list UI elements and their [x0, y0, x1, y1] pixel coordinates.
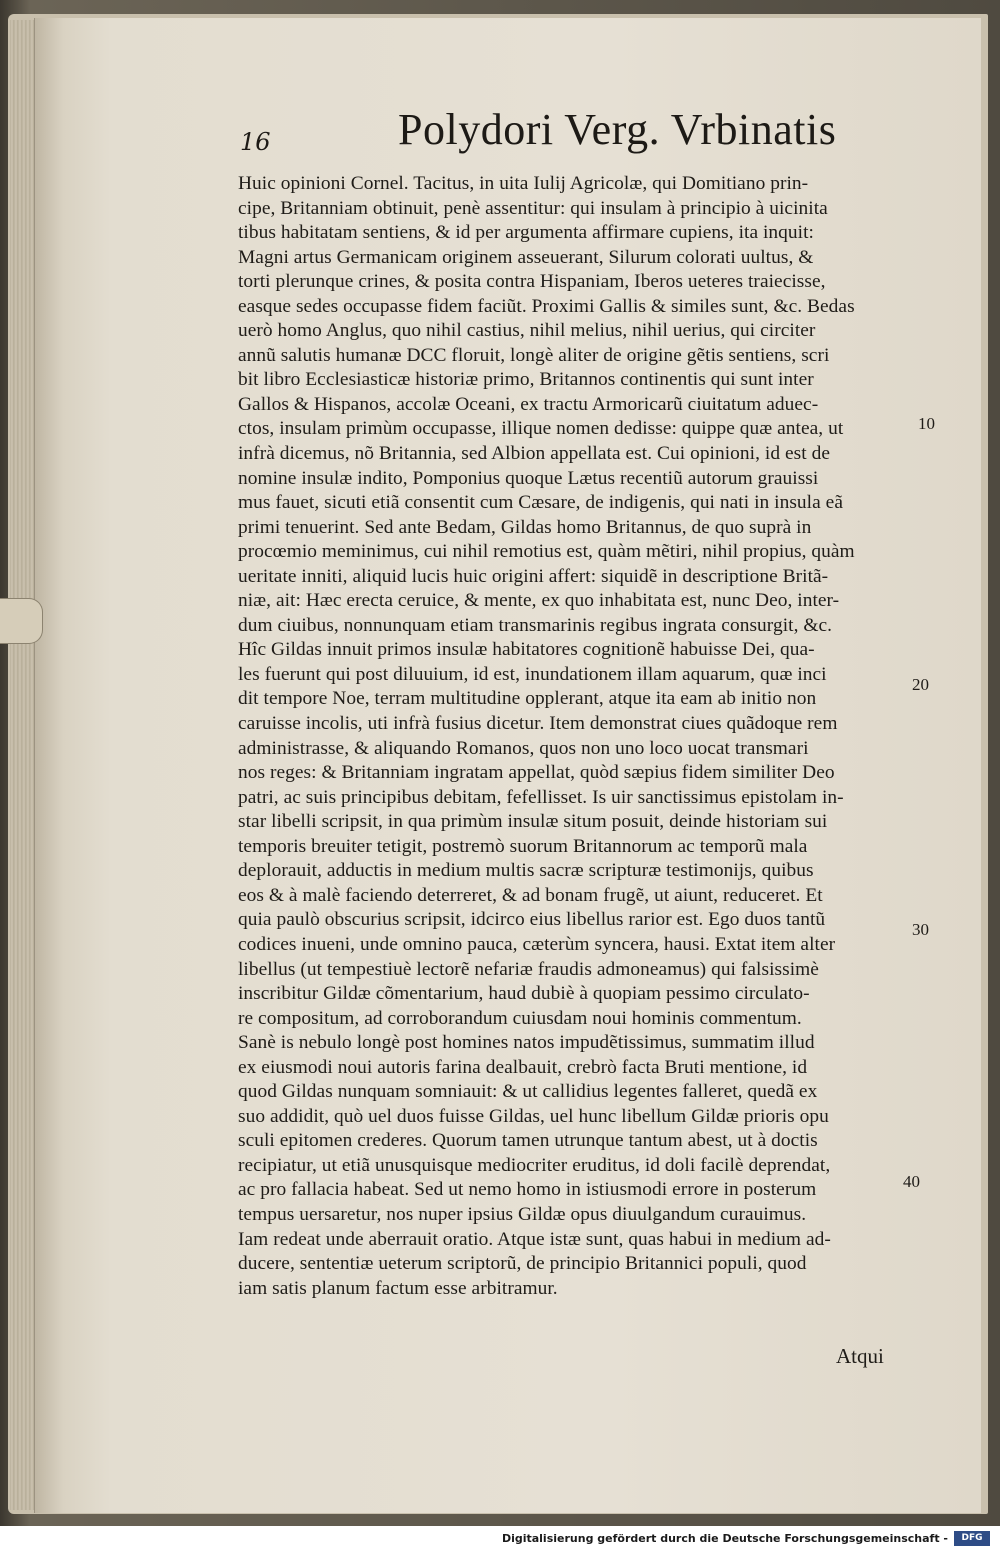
text-line: ducere, sententiæ ueterum scriptorũ, de principio Britannici populi, quod — [238, 1253, 807, 1275]
margin-line-number: 20 — [912, 675, 929, 694]
text-line: patri, ac suis principibus debitam, fefellisset. Is uir sanctissimus epistolam in- — [238, 786, 844, 808]
text-line: inscribitur Gildæ cõmentarium, haud dubiè à quopiam pessimo circulato- — [238, 983, 810, 1005]
text-line: easque sedes occupasse fidem faciũt. Proximi Gallis & similes sunt, &c. Bedas — [238, 295, 855, 317]
text-line: Iam redeat unde aberrauit oratio. Atque istæ sunt, quas habui in medium ad- — [238, 1228, 831, 1250]
running-title: Polydori Verg. Vrbinatis — [398, 105, 837, 154]
text-line: nos reges: & Britanniam ingratam appellat, quòd sæpius fidem similiter Deo — [238, 762, 835, 784]
page-number: 16 — [240, 128, 271, 156]
text-line: ex eiusmodi noui autoris farina dealbauit, crebrò facta Bruti mentione, id — [238, 1056, 808, 1078]
margin-line-number: 40 — [903, 1172, 920, 1191]
text-line: procœmio meminimus, cui nihil remotius est, quàm mẽtiri, nihil propius, quàm — [238, 541, 855, 563]
text-line: eos & à malè faciendo deterreret, & ad bonam frugẽ, ut aiunt, reduceret. Et — [238, 884, 823, 906]
text-line: quia paulò obscurius scripsit, idcirco eius libellus rarior est. Ego duos tantũ — [238, 909, 826, 931]
text-line: les fuerunt qui post diluuium, id est, inundationem illam aquarum, quæ inci — [238, 663, 827, 685]
text-line: uerò homo Anglus, quo nihil castius, nihil melius, nihil uerius, qui circiter — [238, 320, 816, 342]
text-line: tibus habitatam sentiens, & id per argumenta affirmare cupiens, ita inquit: — [238, 222, 814, 244]
text-line: star libelli scripsit, in qua primùm insulæ situm posuit, deinde historiam sui — [238, 811, 828, 833]
body-text — [238, 172, 918, 1301]
text-line: codices inueni, unde omnino pauca, cæterùm syncera, hausi. Extat item alter — [238, 933, 836, 955]
text-line: suo addidit, quò uel duos fuisse Gildas, uel hunc libellum Gildæ prioris opu — [238, 1105, 829, 1127]
dfg-logo: DFG — [954, 1531, 990, 1546]
text-line: quod Gildas nunquam somniauit: & ut callidius legentes falleret, quedã ex — [238, 1081, 818, 1103]
text-line: ueritate inniti, aliquid lucis huic origini affert: siquidẽ in descriptione Britã- — [238, 565, 829, 587]
text-line: infrà dicemus, nõ Britannia, sed Albion appellata est. Cui opinioni, id est de — [238, 443, 830, 465]
text-line: ctos, insulam primùm occupasse, illique nomen dedisse: quippe quæ antea, ut — [238, 418, 844, 440]
footer-bar — [0, 1526, 1000, 1551]
text-line: libellus (ut tempestiuè lectorẽ nefariæ fraudis admoneamus) qui falsissimè — [238, 958, 819, 980]
text-line: Magni artus Germanicam originem asseuerant, Silurum colorati uultus, & — [238, 246, 814, 268]
text-line: recipiatur, ut etiã unusquisque mediocriter eruditus, id doli facilè deprendat, — [238, 1154, 831, 1176]
text-line: mus fauet, sicuti etiã consentit cum Cæsare, de indigenis, qui nati in insula eã — [238, 492, 843, 514]
text-line: deplorauit, adductis in medium multis sacræ scripturæ testimonijs, quibus — [238, 860, 814, 882]
text-line: cipe, Britanniam obtinuit, penè assentitur: qui insulam à principio à uicinita — [238, 197, 828, 219]
text-line: caruisse incolis, uti infrà fusius dicetur. Item demonstrat ciues quãdoque rem — [238, 713, 838, 735]
text-line: sculi epitomen crederes. Quorum tamen utrunque tantum abest, ut à doctis — [238, 1130, 818, 1152]
footer-credit: Digitalisierung gefördert durch die Deutsche Forschungsgemeinschaft - — [501, 1532, 948, 1545]
text-line: nomine insulæ indito, Pomponius quoque Lætus recentiũ autorum grauissi — [238, 467, 819, 489]
catchword: Atqui — [836, 1344, 884, 1368]
text-line: temporis breuiter tetigit, postremò suorum Britannorum ac temporũ mala — [238, 835, 808, 857]
text-line: torti plerunque crines, & posita contra Hispaniam, Iberos ueteres traiecisse, — [238, 271, 826, 293]
text-line: Huic opinioni Cornel. Tacitus, in uita Iulij Agricolæ, qui Domitiano prin- — [238, 173, 809, 194]
margin-line-number: 10 — [918, 414, 935, 433]
text-line: ac pro fallacia habeat. Sed ut nemo homo in istiusmodi errore in posterum — [238, 1179, 817, 1201]
text-line: Hîc Gildas innuit primos insulæ habitatores cognitionẽ habuisse Dei, qua- — [238, 639, 815, 661]
text-line: niæ, ait: Hæc erecta ceruice, & mente, ex quo inhabitata est, nunc Deo, inter- — [238, 590, 840, 612]
text-line: dit tempore Noe, terram multitudine opplerant, atque ita eam ab initio non — [238, 688, 817, 710]
text-line: bit libro Ecclesiasticæ historiæ primo, Britannos continentis qui sunt inter — [238, 369, 814, 391]
text-line: administrasse, & aliquando Romanos, quos non uno loco uocat transmari — [238, 737, 809, 759]
margin-line-number: 30 — [912, 920, 929, 939]
text-line: Sanè is nebulo longè post homines natos impudẽtissimus, summatim illud — [238, 1032, 815, 1054]
text-line: iam satis planum factum esse arbitramur. — [238, 1277, 558, 1299]
text-line: primi tenuerint. Sed ante Bedam, Gildas homo Britannus, de quo suprà in — [238, 516, 812, 538]
text-line: tempus uersaretur, nos nuper ipsius Gildæ opus diuulgandum curauimus. — [238, 1203, 807, 1225]
page-tab — [0, 598, 43, 644]
text-line: Gallos & Hispanos, accolæ Oceani, ex tractu Armoricarũ ciuitatum aduec- — [238, 393, 819, 415]
text-line: annũ salutis humanæ DCC floruit, longè aliter de origine gẽtis sentiens, scri — [238, 344, 830, 366]
text-line: dum ciuibus, nonnunquam etiam transmarinis regibus ingrata consurgit, &c. — [238, 614, 833, 636]
page-edges — [10, 20, 36, 1510]
text-line: re compositum, ad corroborandum cuiusdam noui hominis commentum. — [238, 1007, 802, 1029]
